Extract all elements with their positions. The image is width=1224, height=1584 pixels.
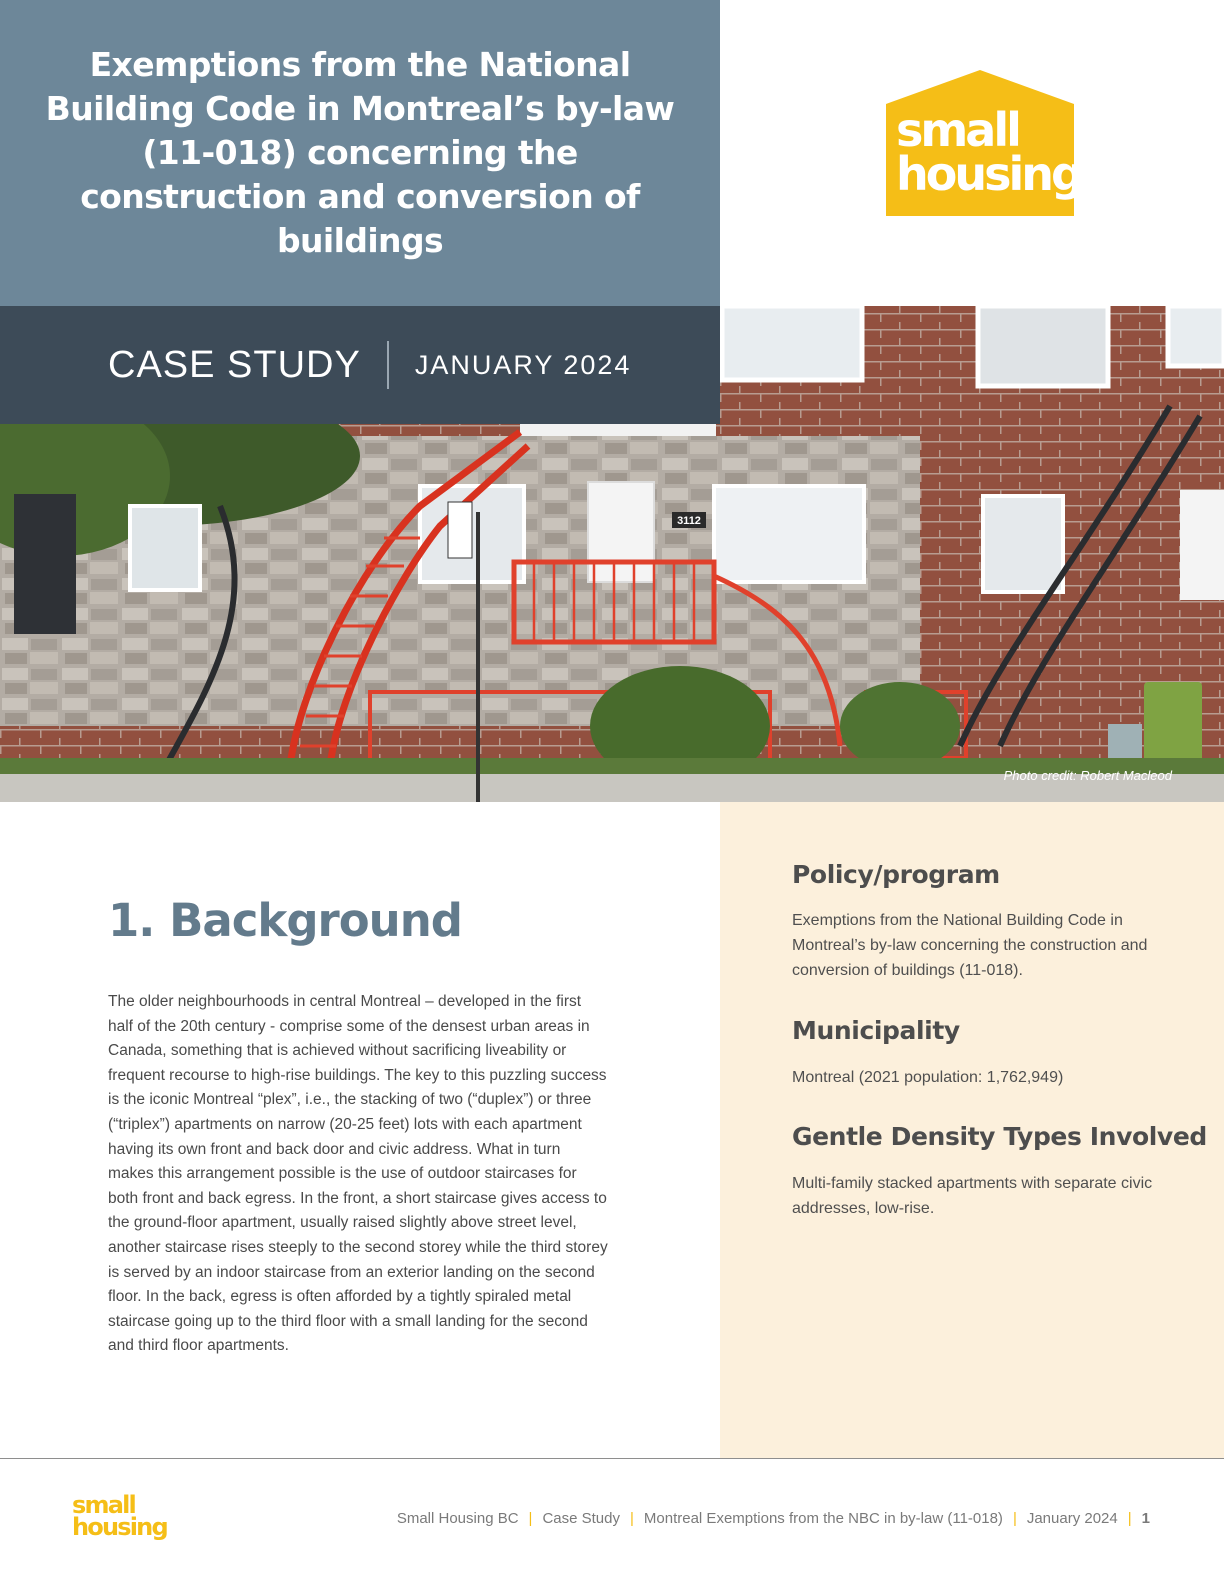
footer-logo — [72, 1491, 167, 1541]
density-types-text: Multi-family stacked apartments with separate civic addresses, low-rise. — [792, 1175, 1153, 1217]
footer-doc-type: Case Study — [542, 1510, 620, 1527]
document-title: Exemptions from the National Building Code in Montreal’s by-law (11-018) concerning the construction and conversion of buildings — [45, 45, 675, 260]
logo-text — [896, 103, 1081, 201]
policy-heading: Policy/program — [792, 860, 1000, 889]
publication-date: JANUARY 2024 — [414, 349, 632, 380]
footer-meta — [397, 1510, 1150, 1527]
case-study-band — [0, 306, 720, 424]
small-housing-logo — [886, 70, 1081, 216]
background-paragraph: The older neighbourhoods in central Montreal – developed in the first half of the 20th century - comprise some of the densest urban areas in Canada, something that is achieved without sacrificing liveability or frequent recourse to high-rise buildings. The key to this puzzling success is the iconic Montreal “plex”, i.e., the stacking of two (“duplex”) or three (“triplex”) apartments on narrow (20-25 feet) lots with each apartment having its own front and back door and civic address. What in turn makes this arrangement possible is the use of outdoor staircases for both front and back egress. In the front, a short staircase gives access to the ground-floor apartment, usually raised slightly above street level, another staircase rises steeply to the second storey while the third storey is served by an indoor staircase from an exterior landing on the second floor. In the back, egress is often afforded by a tightly spiraled metal staircase going up to the third floor with a small landing for the second and third floor apartments. — [108, 993, 608, 1355]
footer-divider — [0, 1458, 1224, 1459]
band-divider — [387, 341, 389, 389]
footer-separator: | — [1127, 1510, 1132, 1527]
footer-separator: | — [1012, 1510, 1017, 1527]
footer-date: January 2024 — [1026, 1510, 1118, 1527]
municipality-heading: Municipality — [792, 1016, 960, 1045]
policy-text: Exemptions from the National Building Code in Montreal’s by-law concerning the construction and conversion of buildings (11-018). — [792, 912, 1148, 979]
footer-separator: | — [528, 1510, 533, 1527]
footer-logo-word-housing: housing — [72, 1513, 167, 1541]
footer-org: Small Housing BC — [396, 1510, 519, 1527]
logo-word-housing: housing — [896, 147, 1081, 201]
section-heading-background: 1. Background — [108, 894, 462, 947]
case-study-label: CASE STUDY — [108, 343, 361, 386]
address-plate-text: 3112 — [677, 515, 701, 527]
logo-word-small: small — [896, 103, 1019, 157]
municipality-text: Montreal (2021 population: 1,762,949) — [792, 1069, 1064, 1086]
footer-doc-title: Montreal Exemptions from the NBC in by-law (11-018) — [643, 1510, 1003, 1527]
page-number: 1 — [1141, 1510, 1150, 1527]
title-block — [0, 0, 720, 306]
density-types-heading: Gentle Density Types Involved — [792, 1122, 1207, 1151]
footer-logo-word-small: small — [72, 1491, 135, 1519]
footer-separator: | — [630, 1510, 634, 1527]
sidebar-summary — [720, 802, 1224, 1458]
photo-credit: Photo credit: Robert Macleod — [1003, 768, 1172, 783]
